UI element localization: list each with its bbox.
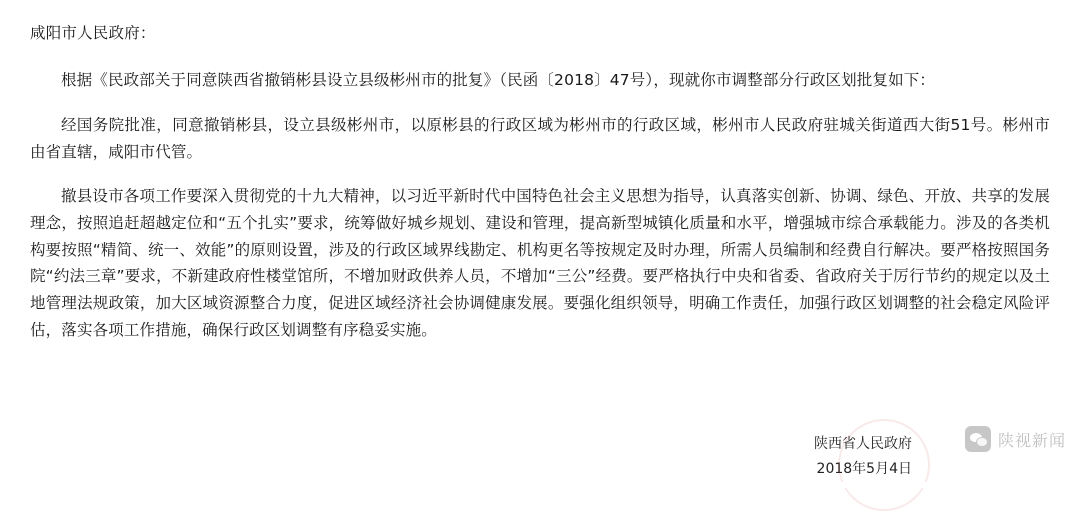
page-bottom-edge	[0, 482, 1080, 488]
signature-block	[814, 433, 912, 480]
document-paragraph-1: 根据《民政部关于同意陕西省撤销彬县设立县级彬州市的批复》（民函〔2018〕47号），现就你市调整部分行政区划批复如下：	[61, 71, 936, 90]
wechat-icon	[965, 426, 991, 452]
document-paragraph-2: 经国务院批准，同意撤销彬县，设立县级彬州市，以原彬县的行政区域为彬州市的行政区域，彬州市人民政府驻城关街道西大街51号。彬州市由省直辖，咸阳市代管。	[30, 115, 1050, 161]
wechat-account-label: 陕视新闻	[997, 430, 1066, 450]
document-salutation: 咸阳市人民政府：	[30, 24, 156, 42]
wechat-account-badge	[965, 426, 1066, 452]
signature-organization: 陕西省人民政府	[814, 436, 912, 453]
signature-date: 2018年5月4日	[816, 460, 912, 477]
signature-organization-wrapper	[814, 433, 912, 455]
document-paragraph-3: 撤县设市各项工作要深入贯彻党的十九大精神，以习近平新时代中国特色社会主义思想为指导，认真落实创新、协调、绿色、开放、共享的发展理念，按照追赶超越定位和“五个扎实”要求，统筹做好城乡规划、建设和管理，提高新型城镇化质量和水平，增强城市综合承载能力。涉及的各类机构要按照“精简、统一、效能”的原则设置，涉及的行政区域界线勘定、机构更名等按规定及时办理，所需人员编制和经费自行解决。要严格按照国务院“约法三章”要求，不新建政府性楼堂馆所，不增加财政供养人员，不增加“三公”经费。要严格执行中央和省委、省政府关于厉行节约的规定以及土地管理法规政策，加大区域资源整合力度，促进区域经济社会协调健康发展。要强化组织领导，明确工作责任，加强行政区划调整的社会稳定风险评估，落实各项工作措施，确保行政区划调整有序稳妥实施。	[30, 187, 1050, 339]
